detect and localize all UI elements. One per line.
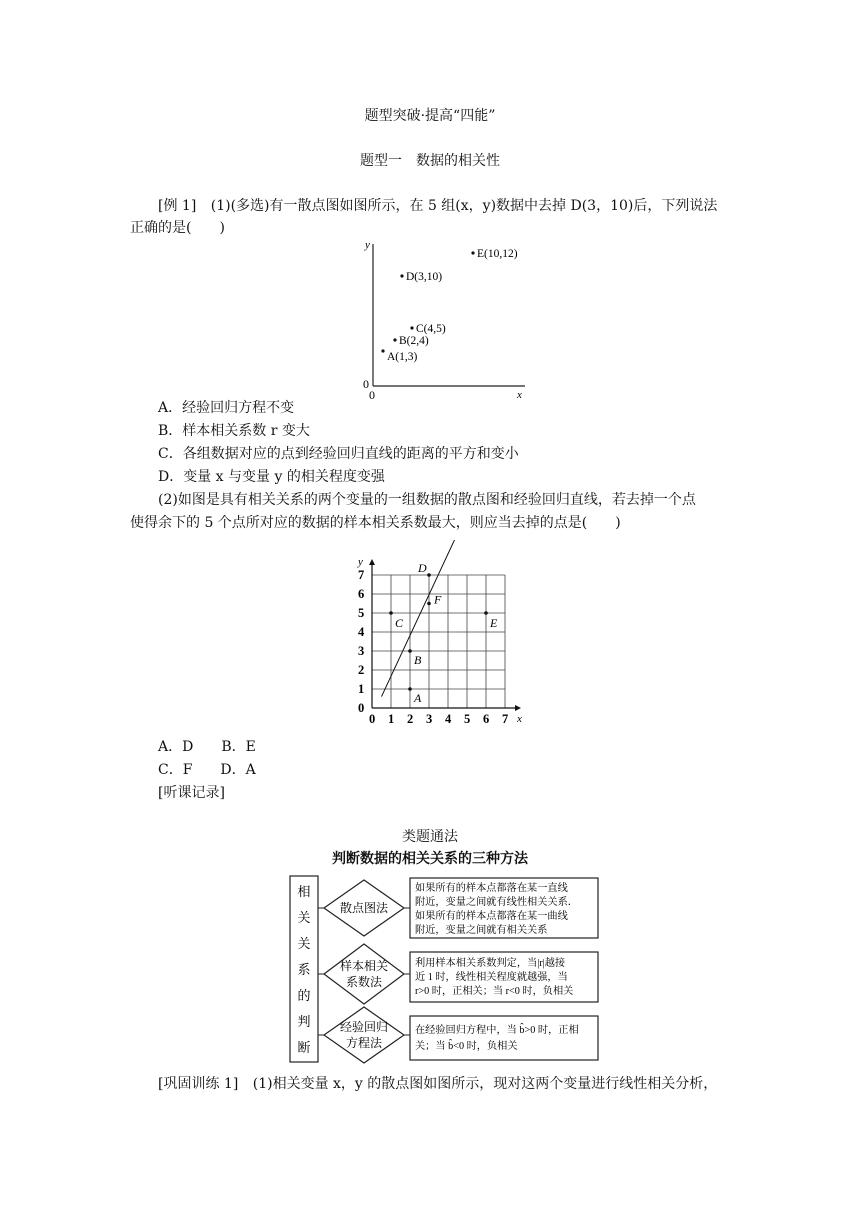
svg-text:系: 系 — [297, 962, 311, 977]
x-tick-label: 0 — [369, 712, 376, 726]
options-2-row1: A．D B．E — [158, 739, 256, 755]
scatter1-label-a: A(1,3) — [387, 351, 418, 363]
notes-label: [听课记录] — [158, 785, 225, 801]
branch3-name-2: 方程法 — [345, 1036, 383, 1050]
scatter1-y-label: y — [365, 239, 370, 251]
point-d — [427, 573, 431, 577]
practice-1-line — [158, 1074, 717, 1094]
method-heading: 类题通法 — [402, 829, 458, 845]
point-b — [408, 649, 412, 653]
topic-title: 题型一 数据的相关性 — [360, 153, 500, 169]
scatter1-origin-label: 0 — [363, 377, 369, 391]
scatter1-origin-x-label: 0 — [369, 388, 375, 400]
scatter1-point-b — [393, 338, 396, 341]
question-2-line1: (2)如图是具有相关关系的两个变量的一组数据的散点图和经验回归直线，若去掉一个点 — [158, 492, 696, 508]
option-1c: C．各组数据对应的点到经验回归直线的距离的平方和变小 — [158, 446, 519, 462]
example-1-line1 — [158, 196, 717, 216]
svg-text:断: 断 — [297, 1040, 311, 1055]
branch3-desc — [415, 1023, 579, 1052]
branch3-desc-box — [410, 1016, 598, 1060]
x-tick-label: 6 — [483, 712, 490, 726]
x-tick-label: 3 — [426, 712, 433, 726]
point-label-d: D — [418, 561, 427, 575]
scatter1-label-c: C(4,5) — [416, 323, 446, 335]
x-tick-label: 2 — [407, 712, 414, 726]
scatter1-point-a — [381, 349, 384, 352]
point-f — [427, 602, 431, 606]
point-a — [408, 687, 412, 691]
scatter-plot-2 — [350, 540, 540, 730]
svg-text:附近，变量之间就有相关关系: 附近，变量之间就有相关关系 — [415, 925, 548, 936]
y-tick-label: 3 — [358, 644, 365, 658]
practice-tag: [巩固训练 1] — [158, 1076, 239, 1092]
svg-text:附近，变量之间就有线性相关关系．: 附近，变量之间就有线性相关关系． — [415, 897, 578, 908]
scatter1-label-b: B(2,4) — [399, 335, 429, 347]
option-1d: D．变量 x 与变量 y 的相关程度变强 — [158, 469, 385, 485]
point-c — [389, 611, 393, 615]
section-title: 题型突破·提高“四能” — [364, 108, 496, 124]
svg-text:的: 的 — [297, 988, 311, 1003]
y-tick-label: 5 — [358, 606, 365, 620]
svg-text:如果所有的样本点都落在某一直线: 如果所有的样本点都落在某一直线 — [415, 883, 568, 894]
svg-text:如果所有的样本点都落在某一曲线: 如果所有的样本点都落在某一曲线 — [415, 911, 568, 922]
question-1-line2: 正确的是( ) — [130, 220, 225, 236]
x-axis-label: x — [517, 713, 522, 725]
example-tag: [例 1] — [158, 198, 197, 214]
method-title: 判断数据的相关关系的三种方法 — [332, 851, 528, 867]
y-tick-label: 2 — [358, 663, 365, 677]
y-tick-label: 6 — [358, 587, 365, 601]
x-tick-label: 4 — [445, 712, 452, 726]
branch1-name: 散点图法 — [339, 901, 389, 915]
options-2-row2: C．F D．A — [158, 762, 256, 778]
scatter1-label-e: E(10,12) — [477, 248, 518, 260]
point-label-e: E — [490, 616, 498, 630]
svg-text:近 1 时，线性相关程度就越强，当: 近 1 时，线性相关程度就越强，当 — [415, 972, 568, 983]
branch3-name-1: 经验回归 — [339, 1020, 389, 1034]
y-tick-label: 1 — [358, 682, 365, 696]
practice-text: (1)相关变量 x，y 的散点图如图所示，现对这两个变量进行线性相关分析， — [252, 1076, 718, 1092]
svg-text:判: 判 — [297, 1014, 311, 1029]
x-tick-label: 5 — [464, 712, 471, 726]
y-tick-label: 4 — [358, 625, 365, 639]
scatter1-point-c — [410, 326, 413, 329]
svg-text:在经验回归方程中，当 b̂>0 时，正相: 在经验回归方程中，当 b̂>0 时，正相 — [415, 1025, 579, 1036]
svg-text:相: 相 — [297, 884, 311, 899]
x-axis-arrow — [515, 705, 521, 711]
y-axis-arrow — [369, 559, 375, 565]
svg-text:关；当 b̂<0 时，负相关: 关；当 b̂<0 时，负相关 — [415, 1041, 518, 1052]
question-2-line2: 使得余下的 5 个点所对应的数据的样本相关系数最大，则应当去掉的点是( ) — [130, 515, 621, 531]
branch2-name-1: 样本相关 — [339, 959, 389, 973]
svg-text:r>0 时，正相关；当 r<0 时，负相关: r>0 时，正相关；当 r<0 时，负相关 — [415, 986, 574, 997]
option-1b: B．样本相关系数 r 变大 — [158, 423, 310, 439]
y-axis-label: y — [358, 556, 363, 568]
svg-text:关: 关 — [297, 936, 311, 951]
root-label — [297, 884, 310, 1055]
point-label-a: A — [414, 691, 422, 705]
scatter1-x-label: x — [517, 389, 522, 400]
method-flowchart — [284, 872, 604, 1068]
scatter-plot-1 — [355, 236, 535, 400]
point-label-f: F — [434, 592, 442, 607]
y-tick-label: 7 — [358, 568, 365, 582]
y-tick-label-0: 0 — [358, 701, 365, 715]
option-1a: A．经验回归方程不变 — [158, 400, 295, 416]
x-tick-label: 1 — [388, 712, 395, 726]
point-label-c: C — [395, 616, 404, 630]
scatter1-point-d — [400, 274, 403, 277]
point-e — [484, 611, 488, 615]
scatter1-label-d: D(3,10) — [406, 271, 443, 283]
branch1-desc — [415, 881, 578, 936]
branch2-name-2: 系数法 — [345, 975, 383, 989]
branch2-desc — [415, 956, 573, 997]
svg-text:利用样本相关系数判定，当|r|越接: 利用样本相关系数判定，当|r|越接 — [415, 958, 566, 969]
scatter1-point-e — [471, 251, 474, 254]
branch3-diamond — [324, 1007, 404, 1063]
x-tick-label: 7 — [502, 712, 509, 726]
branch2-diamond — [324, 944, 404, 1004]
svg-text:关: 关 — [297, 910, 311, 925]
question-1-text: (1)(多选)有一散点图如图所示，在 5 组(x，y)数据中去掉 D(3，10)后，下列说法 — [210, 198, 718, 214]
point-label-b: B — [414, 653, 422, 667]
